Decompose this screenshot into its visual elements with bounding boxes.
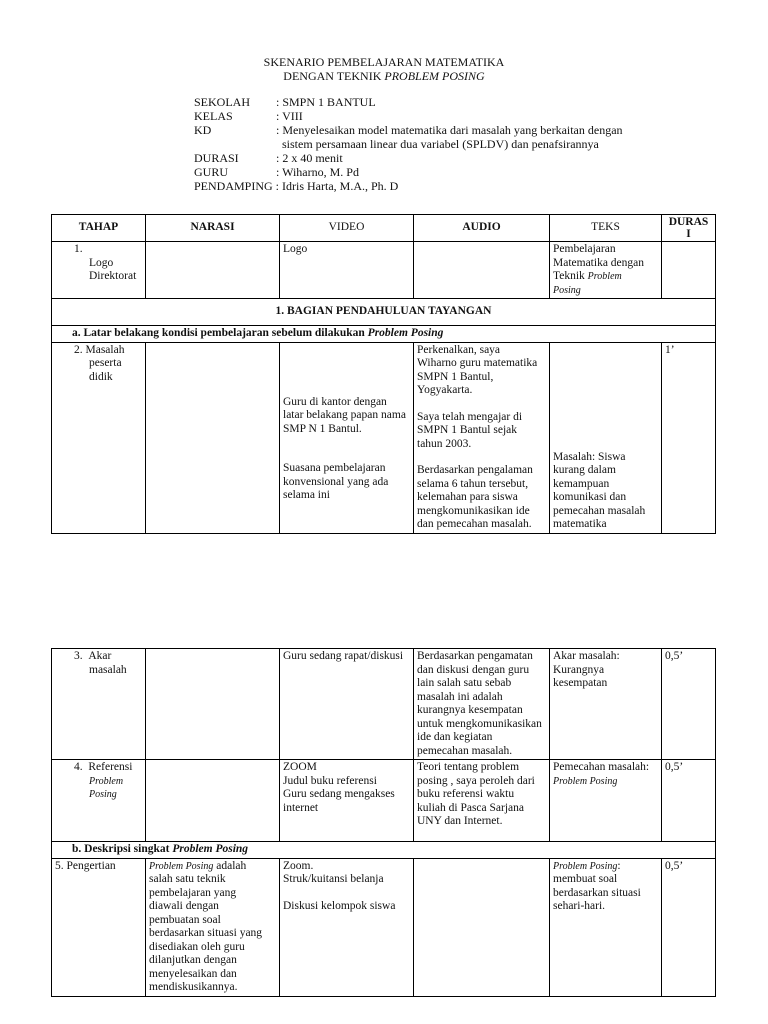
row5-narasi-l1 — [149, 860, 276, 874]
row5-tahap: 5. Pengertian — [52, 858, 146, 996]
row4-tahap-l1 — [74, 761, 142, 775]
subsection-a-text: a. Latar belakang kondisi pembelajaran sebelum dilakukan — [72, 327, 368, 339]
table-row — [52, 760, 716, 842]
row1-teks-l3 — [553, 270, 658, 284]
row3-video: Guru sedang rapat/diskusi — [280, 649, 414, 760]
row4-tahap-italic1: Problem — [89, 775, 124, 787]
row2-audio-b-l3: tahun 2003. — [417, 437, 472, 450]
subsection-b — [52, 842, 716, 859]
scenario-table-1 — [51, 214, 716, 534]
row2-audio — [414, 342, 550, 533]
row5-teks-l1 — [553, 860, 658, 874]
table-row — [52, 649, 716, 760]
row5-narasi-l4: diawali dengan — [149, 900, 219, 912]
row2-video-b-l3: selama ini — [283, 489, 330, 501]
row2-video-a-l1: Guru di kantor dengan — [283, 395, 387, 408]
row3-teks-l2: Kurangnya — [553, 663, 605, 676]
header-audio: AUDIO — [414, 215, 550, 242]
row4-teks-l1: Pemecahan masalah: — [553, 761, 650, 773]
row5-narasi-l2: salah satu teknik — [149, 873, 226, 885]
subsection-a — [52, 326, 716, 343]
sekolah-value: : SMPN 1 BANTUL — [276, 95, 376, 109]
row3-teks-l1: Akar masalah: — [553, 650, 620, 662]
row5-video-l2: Struk/kuitansi belanja — [283, 873, 384, 885]
row4-durasi: 0,5’ — [662, 760, 716, 842]
row3-audio-l8: pemecahan masalah. — [417, 744, 513, 757]
header-durasi — [662, 215, 716, 242]
subsection-row — [52, 326, 716, 343]
section-row — [52, 299, 716, 326]
row2-audio-c-l4: mengkomunikasikan ide — [417, 504, 530, 517]
row5-narasi — [146, 858, 280, 996]
row4-video — [280, 760, 414, 842]
row2-video-a-l3: SMP N 1 Bantul. — [283, 422, 362, 435]
subsection-a-italic: Problem Posing — [367, 327, 444, 339]
row2-audio-a-l4: Yogyakarta. — [417, 384, 473, 396]
kd-label: KD — [194, 123, 212, 137]
row2-narasi — [146, 342, 280, 533]
row1-teks-l1: Pembelajaran — [553, 243, 616, 255]
row4-tahap-first: Referensi — [88, 761, 133, 773]
row5-narasi-l9: menyelesaikan dan — [149, 967, 237, 980]
scenario-table-2 — [51, 648, 716, 997]
header-durasi-l2: I — [686, 228, 691, 240]
row2-video-b-l2: konvensional yang ada — [283, 475, 389, 488]
row5-narasi-l10: mendiskusikannya. — [149, 981, 238, 993]
pendamping-line: PENDAMPING : Idris Harta, M.A., Ph. D — [194, 179, 399, 193]
row4-audio-l5: UNY dan Internet. — [417, 815, 503, 827]
row5-video-l1: Zoom. — [283, 859, 314, 872]
row3-audio-l4: masalah ini adalah — [417, 690, 503, 703]
subsection-row — [52, 842, 716, 859]
row1-audio — [414, 242, 550, 299]
row4-video-l4: internet — [283, 801, 319, 814]
title-italic: PROBLEM POSING — [384, 69, 485, 83]
header-row — [52, 215, 716, 242]
row5-narasi-l8: dilanjutkan dengan — [149, 954, 237, 966]
header-teks: TEKS — [550, 215, 662, 242]
row3-narasi — [146, 649, 280, 760]
row5-narasi-l3: pembelajaran yang — [149, 886, 237, 899]
row5-narasi-l6: berdasarkan situasi yang — [149, 927, 263, 939]
table-row — [52, 242, 716, 299]
row3-teks-l3: kesempatan — [553, 677, 608, 689]
row2-audio-c-l1: Berdasarkan pengalaman — [417, 464, 533, 476]
kd-value-line2: sistem persamaan linear dua variabel (SPLDV) dan penafsirannya — [282, 137, 599, 151]
header-narasi: NARASI — [146, 215, 280, 242]
row2-audio-a-l1: Perkenalkan, saya — [417, 343, 501, 356]
document-title-line2 — [0, 69, 768, 84]
row1-teks-italic1: Problem — [587, 271, 622, 282]
row5-teks-l2: membuat soal — [553, 873, 618, 885]
row1-tahap-l1: Logo — [89, 256, 114, 269]
row4-narasi — [146, 760, 280, 842]
row5-teks-l3: berdasarkan situasi — [553, 886, 641, 899]
row2-tahap — [52, 342, 146, 533]
row5-teks-l4: sehari-hari. — [553, 900, 606, 912]
row2-teks — [550, 342, 662, 533]
row3-audio-l7: ide dan kegiatan — [417, 731, 493, 743]
row4-audio-l2: posing , saya peroleh dari — [417, 774, 535, 787]
kelas-label: KELAS — [194, 109, 233, 123]
row3-audio-l2: dan diskusi dengan guru — [417, 663, 530, 676]
row2-audio-a-l3: SMPN 1 Bantul, — [417, 370, 494, 383]
row3-num: 3. — [74, 650, 83, 662]
row4-audio-l3: buku referensi waktu — [417, 788, 515, 800]
row2-tahap-first: Masalah — [85, 343, 125, 356]
header-video: VIDEO — [280, 215, 414, 242]
row2-audio-b-l1: Saya telah mengajar di — [417, 410, 523, 423]
row4-audio-l4: kuliah di Pasca Sarjana — [417, 801, 524, 814]
subsection-b-text: b. Deskripsi singkat — [72, 843, 173, 855]
row5-narasi-l1-rest: adalah — [213, 859, 247, 872]
document-title-line1: SKENARIO PEMBELAJARAN MATEMATIKA — [263, 55, 505, 69]
row1-tahap — [52, 242, 146, 299]
row5-narasi-l5: pembuatan soal — [149, 913, 221, 926]
sekolah-label: SEKOLAH — [194, 95, 250, 109]
row5-teks — [550, 858, 662, 996]
row4-teks-italic: Problem Posing — [553, 775, 618, 787]
row2-video-b-l1: Suasana pembelajaran — [283, 462, 386, 474]
row4-video-l3: Guru sedang mengakses — [283, 788, 395, 800]
row3-audio-l6: untuk mengkomunikasikan — [417, 717, 542, 730]
row4-audio-l1: Teori tentang problem — [417, 761, 520, 773]
row2-teks-l1: Masalah: Siswa — [553, 450, 626, 463]
row2-num: 2. — [74, 343, 83, 356]
row1-video: Logo — [280, 242, 414, 299]
row5-teks-italic: Problem Posing — [553, 860, 618, 872]
meta-block — [194, 95, 623, 193]
table-row — [52, 858, 716, 996]
row2-audio-c-l3: kelemahan para siswa — [417, 491, 518, 503]
kelas-value: : VIII — [276, 109, 303, 123]
table-row — [52, 342, 716, 533]
row3-tahap-l2: masalah — [89, 663, 127, 676]
row2-tahap-l1 — [74, 344, 142, 358]
row1-narasi — [146, 242, 280, 299]
row1-tahap-l2: Direktorat — [89, 270, 137, 282]
row1-teks-l2: Matematika dengan — [553, 256, 645, 269]
row3-audio-l5: kurangnya kesempatan — [417, 704, 523, 716]
row5-video-l3: Diskusi kelompok siswa — [283, 899, 396, 912]
row3-tahap-l1 — [74, 650, 142, 664]
subsection-b-italic: Problem Posing — [172, 843, 249, 855]
row2-teks-l4: komunikasi dan — [553, 491, 627, 503]
kd-value-line1: : Menyelesaikan model matematika dari masalah yang berkaitan dengan — [276, 123, 623, 137]
guru-value: : Wiharno, M. Pd — [276, 165, 359, 179]
row2-video-a-l2: latar belakang papan nama — [283, 409, 406, 421]
row2-video — [280, 342, 414, 533]
row3-tahap — [52, 649, 146, 760]
row5-audio — [414, 858, 550, 996]
row2-durasi: 1’ — [662, 342, 716, 533]
section-pendahuluan: 1. BAGIAN PENDAHULUAN TAYANGAN — [52, 299, 716, 326]
row2-tahap-l2: peserta — [89, 357, 122, 369]
row2-audio-b-l2: SMPN 1 Bantul sejak — [417, 424, 517, 436]
title-prefix: DENGAN TEKNIK — [283, 69, 385, 83]
row3-audio — [414, 649, 550, 760]
row4-video-l1: ZOOM — [283, 761, 317, 773]
row1-num: 1. — [74, 243, 83, 255]
row2-audio-c-l2: selama 6 tahun tersebut, — [417, 477, 529, 490]
row1-teks-italic2: Posing — [553, 284, 581, 296]
row4-video-l2: Judul buku referensi — [283, 774, 377, 787]
row5-narasi-italic: Problem Posing — [149, 860, 214, 872]
row5-narasi-l7: disediakan oleh guru — [149, 940, 245, 953]
row3-teks — [550, 649, 662, 760]
row4-num: 4. — [74, 761, 83, 773]
row5-teks-l1-rest: : — [617, 859, 621, 872]
row1-durasi — [662, 242, 716, 299]
row3-audio-l1: Berdasarkan pengamatan — [417, 650, 533, 662]
row1-teks-l3-text: Teknik — [553, 270, 588, 282]
row4-teks — [550, 760, 662, 842]
row2-teks-l2: kurang dalam — [553, 464, 616, 476]
row4-tahap — [52, 760, 146, 842]
row3-tahap-first: Akar — [88, 650, 112, 662]
row2-teks-l6: matematika — [553, 518, 607, 530]
row3-audio-l3: lain salah satu sebab — [417, 677, 512, 689]
header-durasi-l1: DURAS — [668, 216, 709, 228]
row2-tahap-l3: didik — [89, 370, 113, 383]
row4-audio — [414, 760, 550, 842]
row4-tahap-italic2: Posing — [89, 789, 117, 800]
row5-video — [280, 858, 414, 996]
guru-label: GURU — [194, 165, 229, 179]
row2-teks-l5: pemecahan masalah — [553, 504, 646, 517]
row3-durasi: 0,5’ — [662, 649, 716, 760]
row1-teks — [550, 242, 662, 299]
durasi-label: DURASI — [194, 151, 239, 165]
row2-audio-c-l5: dan pemecahan masalah. — [417, 518, 532, 530]
row5-durasi: 0,5’ — [662, 858, 716, 996]
durasi-value: : 2 x 40 menit — [276, 151, 343, 165]
row2-teks-l3: kemampuan — [553, 477, 610, 490]
header-tahap: TAHAP — [52, 215, 146, 242]
row2-audio-a-l2: Wiharno guru matematika — [417, 357, 538, 369]
